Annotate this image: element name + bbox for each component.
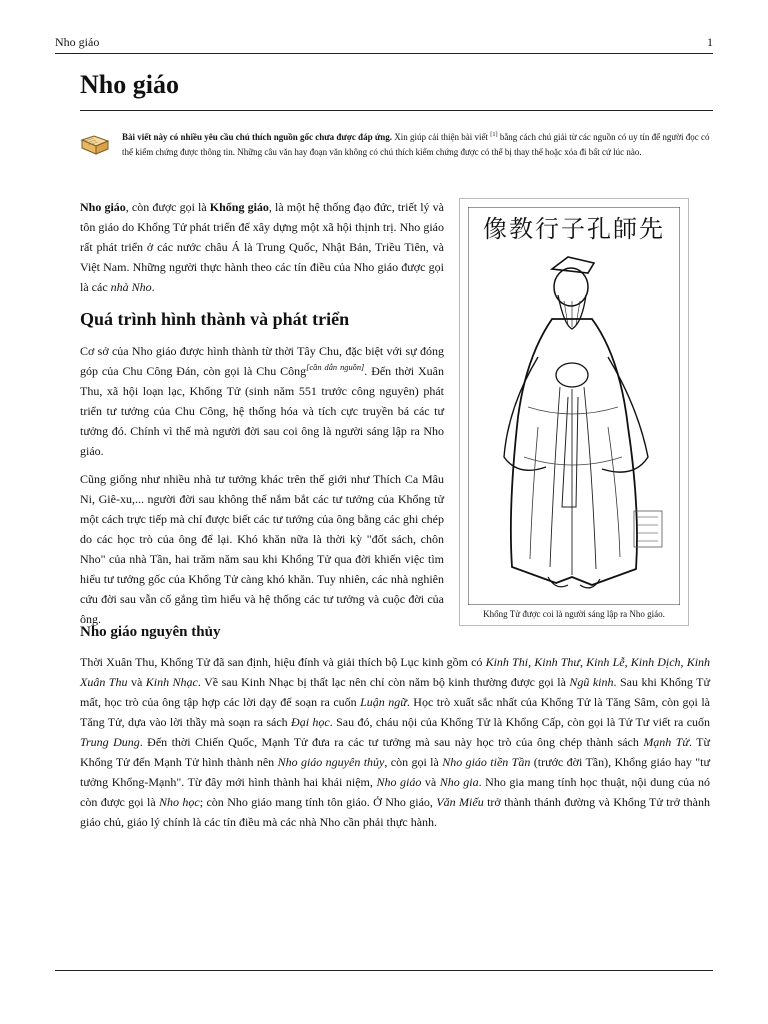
header-rule <box>55 53 713 54</box>
citation-needed-link[interactable]: [cần dẫn nguồn] <box>306 363 365 372</box>
book-icon <box>80 132 110 158</box>
s11: . Đến thời Chiến Quốc, Mạnh Tử đưa ra các tư tưởng mà sau này học trò của ông chép thành sách <box>139 735 644 749</box>
intro-t1: , còn được gọi là <box>125 200 210 214</box>
i17: Văn Miếu <box>436 795 484 809</box>
s14: (trước đời Tần), Khổng giáo hay "tư tưởng Khổng-Mạnh". Từ đây mới hình thành hai khái niệm, <box>80 755 711 789</box>
s6: và <box>127 675 146 689</box>
portrait-inscription: 像教行子孔師先 <box>483 215 665 243</box>
s12: . Từ Khổng Tử đến Mạnh Tử hình thành nên <box>80 735 710 769</box>
i2: Kinh Thư <box>534 655 580 669</box>
running-title: Nho giáo <box>55 35 100 49</box>
i11: Mạnh Tử <box>643 735 689 749</box>
i6: Kinh Nhạc <box>145 675 198 689</box>
s18: trở thành thánh đường và Khổng Tử trở thành giáo chủ, giáo lý chính là các tín điều mà các nhà Nho cần phải thực hành. <box>80 795 710 829</box>
page-title: Nho giáo <box>80 70 179 99</box>
notice-ref-link[interactable]: [1] <box>490 131 498 138</box>
s7: . Về sau Kinh Nhạc bị thất lạc nên chỉ còn năm bộ kinh thường được gọi là <box>197 675 570 689</box>
history-paragraph-2: Cũng giống như nhiều nhà tư tưởng khác trên thế giới như Thích Ca Mâu Ni, Giê-xu,... người đời sau không thể nắm bắt các tư tưởng của Khổng tử một cách trực tiếp mà chỉ được biết các tư tưởng của ông bằng các ghi chép do các học trò của ông để lại. Khó khăn nữa là thời kỳ "đốt sách, chôn Nho" của nhà Tần, hai trăm năm sau khi Khổng Tử qua đời khiến việc tìm hiểu tư tưởng gốc của Khổng Tử càng khó khăn. Tuy nhiên, các nhà nghiên cứu đời sau vẫn cố gắng tìm hiểu và hệ thống các tư tưởng và cuộc đời của ông. <box>80 472 444 626</box>
figure-caption: Khổng Tử được coi là người sáng lập ra Nho giáo. <box>483 609 665 619</box>
s13: , còn gọi là <box>384 755 443 769</box>
subsection-heading-original: Nho giáo nguyên thủy <box>80 624 221 640</box>
intro-bold-1: Nho giáo <box>80 200 126 214</box>
i3: Kinh Lễ <box>586 655 625 669</box>
i7: Ngũ kinh <box>569 675 614 689</box>
s10: . Sau đó, cháu nội của Khổng Tử là Khổng Cấp, còn gọi là Tử Tư viết ra cuốn <box>329 715 711 729</box>
history-paragraph-1 <box>80 341 444 461</box>
notice-text <box>122 130 710 160</box>
i13: Nho giáo tiền Tần <box>442 755 531 769</box>
intro-paragraph <box>80 197 444 305</box>
confucius-figure <box>459 198 689 626</box>
i12: Nho giáo nguyên thủy <box>277 755 385 769</box>
s16: . Nho gia mang tính học thuật, nội dung của nó còn được gọi là <box>80 775 711 809</box>
i8: Luận ngữ <box>360 695 407 709</box>
intro-t2: , là một hệ thống đạo đức, triết lý và tôn giáo do Khổng Tử phát triển để xây dựng một xã hội thịnh trị. Nho giáo rất phát triển ở các nước châu Á là Trung Quốc, Nhật Bản, Triều Tiên, và Việt Nam. Những người thực hành theo các tín điều của Nho giáo được gọi là các <box>80 200 444 294</box>
notice-bold: Bài viết này có nhiều yêu cầu chú thích nguồn gốc chưa được đáp ứng. <box>122 132 392 142</box>
citation-notice <box>80 130 710 160</box>
s17: ; còn Nho giáo mang tính tôn giáo. Ở Nho giáo, <box>199 795 437 809</box>
s3: , <box>579 655 587 669</box>
i9: Đại học <box>291 715 330 729</box>
notice-text-a: Xin giúp cải thiện bài viết <box>391 132 491 142</box>
s4: , <box>624 655 631 669</box>
history-p1a: Cơ sở của Nho giáo được hình thành từ thời Tây Chu, đặc biệt với sự đóng góp của Chu Công Đán, còn gọi là Chu Công <box>80 344 444 378</box>
original-confucianism-paragraph <box>80 652 710 832</box>
intro-t3: . <box>151 280 155 294</box>
i15: Nho gia <box>439 775 479 789</box>
s1: Thời Xuân Thu, Khổng Tử đã san định, hiệu đính và giải thích bộ Lục kinh gồm có <box>80 655 486 669</box>
intro-italic: nhà Nho <box>110 280 152 294</box>
i14: Nho giáo <box>376 775 422 789</box>
s9: . Học trò xuất sắc nhất của Khổng Tử là Tăng Sâm, còn gọi là Tăng Tử, dựa vào lời thầy mà soạn ra sách <box>80 695 710 729</box>
page-number: 1 <box>707 35 713 49</box>
s8: . Sau khi Khổng Tử mất, học trò của ông tập hợp các lời dạy để soạn ra cuốn <box>80 675 711 709</box>
confucius-portrait <box>468 207 680 605</box>
s5: , <box>680 655 687 669</box>
section-heading-history: Quá trình hình thành và phát triển <box>80 309 350 329</box>
history-p1b: . Đến thời Xuân Thu, xã hội loạn lạc, Khổng Tử (sinh năm 551 trước công nguyên) phát triển tư tưởng của Chu Công, hệ thống hóa và tích cực truyền bá các tư tưởng đó. Chính vì thế mà người đời sau coi ông là người sáng lập ra Nho giáo. <box>80 364 445 458</box>
running-header <box>55 35 713 51</box>
i16: Nho học <box>159 795 200 809</box>
title-rule <box>80 110 713 111</box>
intro-bold-2: Khổng giáo <box>209 200 269 214</box>
i1: Kinh Thi <box>485 655 529 669</box>
i10: Trung Dung <box>80 735 140 749</box>
section-history-body <box>80 341 444 637</box>
footer-rule <box>55 970 713 971</box>
s15: và <box>421 775 440 789</box>
i4: Kinh Dịch <box>630 655 681 669</box>
s2: , <box>528 655 535 669</box>
notice-text-b: bằng cách chú giải từ các nguồn có uy tín để người đọc có thể kiểm chứng được thông tin. Những câu văn hay đoạn văn không có chú thích kiểm chứng được có thể bị thay thế hoặc xóa đi bất cứ lúc nào. <box>122 132 710 157</box>
i5: Kinh Xuân Thu <box>80 655 711 689</box>
